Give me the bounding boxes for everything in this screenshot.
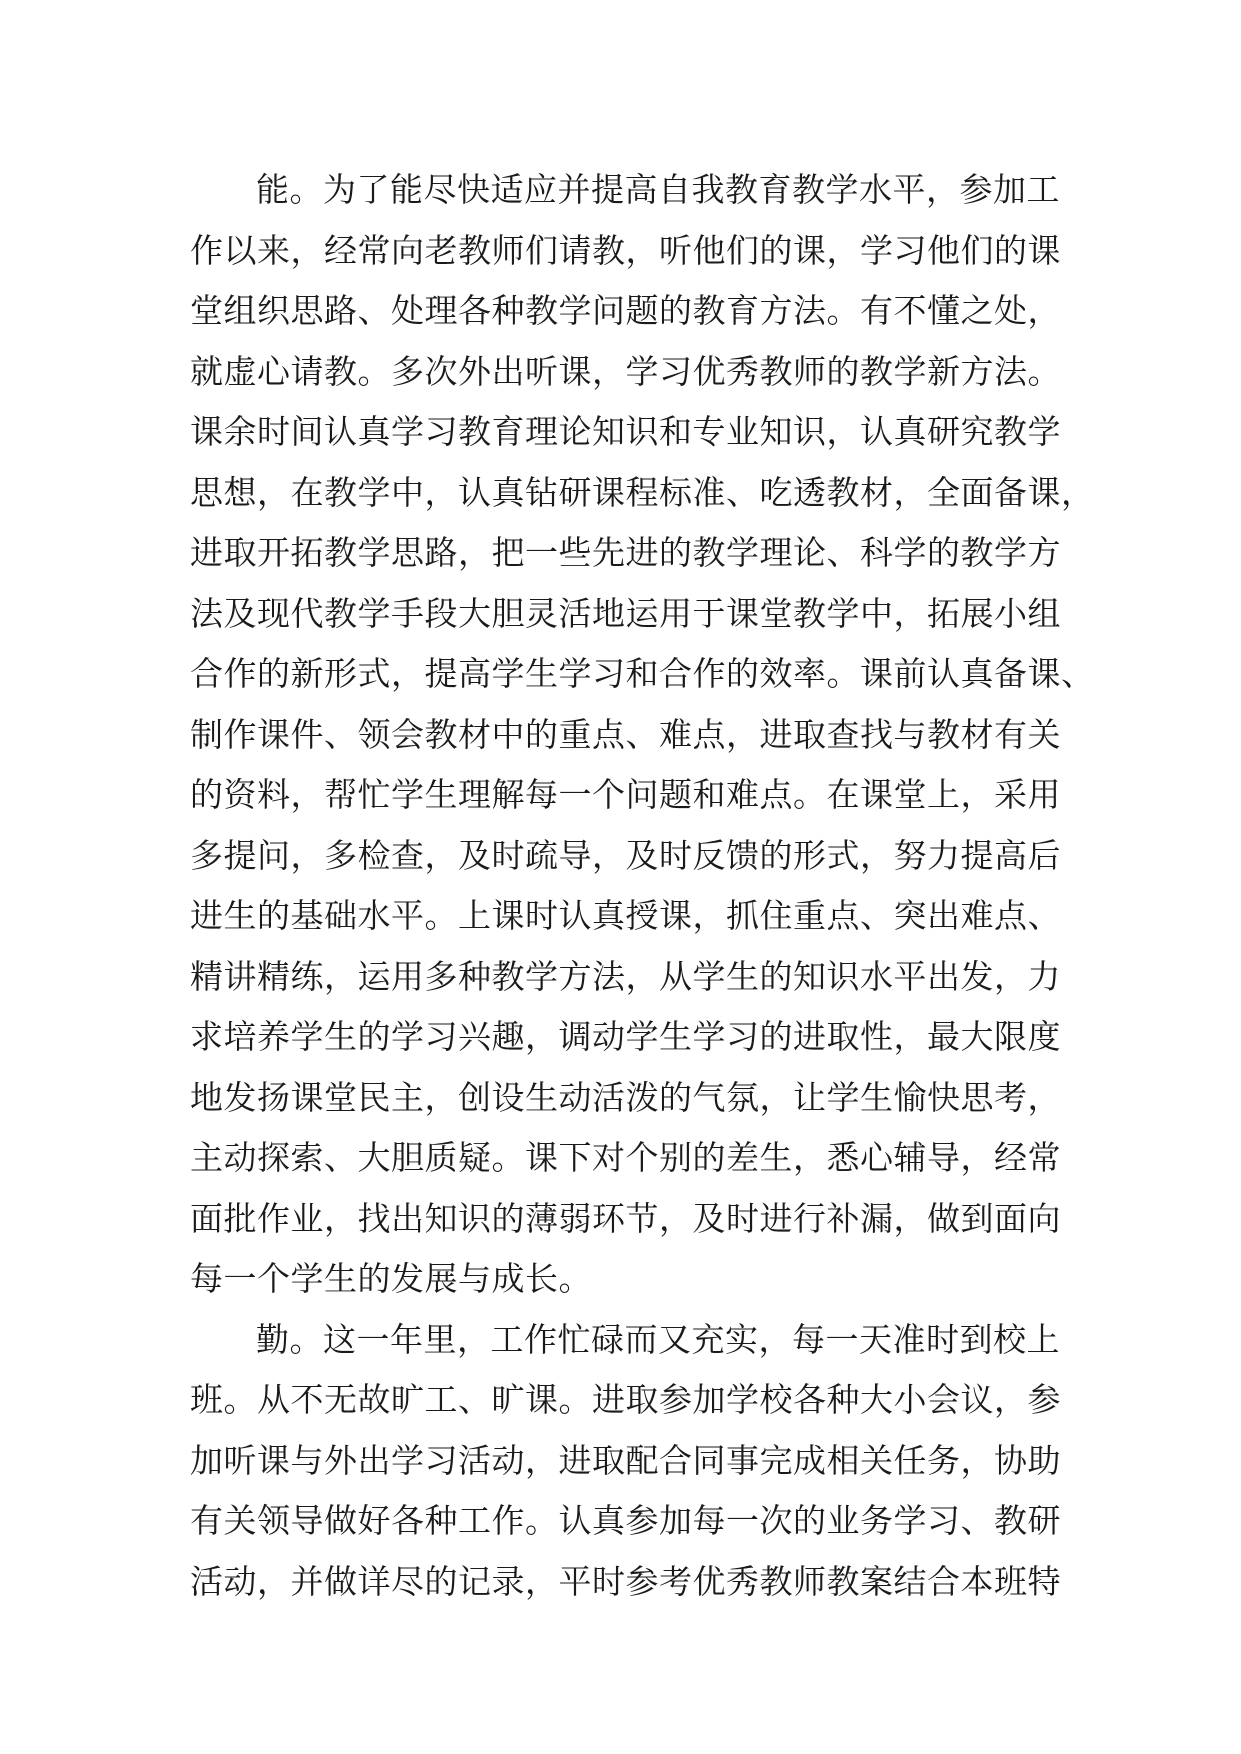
text-line: 进取开拓教学思路，把一些先进的教学理论、科学的教学方 (190, 533, 1061, 572)
text-line: 加听课与外出学习活动，进取配合同事完成相关任务，协助 (190, 1440, 1061, 1480)
text-line: 作以来，经常向老教师们请教，听他们的课，学习他们的课 (190, 230, 1061, 270)
text-line: 合作的新形式，提高学生学习和合作的效率。课前认真备课、 (190, 654, 1095, 693)
text-line: 进生的基础水平。上课时认真授课，抓住重点、突出难点、 (190, 896, 1061, 935)
text-line: 精讲精练，运用多种教学方法，从学生的知识水平出发，力 (190, 956, 1061, 996)
text-line: 法及现代教学手段大胆灵活地运用于课堂教学中，拓展小组 (190, 593, 1061, 633)
text-line: 勤。这一年里，工作忙碌而又充实，每一天准时到校上 (256, 1319, 1060, 1359)
paragraph-teaching (190, 160, 1095, 1310)
text-line: 求培养学生的学习兴趣，调动学生学习的进取性，最大限度 (190, 1017, 1061, 1056)
text-line: 课余时间认真学习教育理论知识和专业知识，认真研究教学 (190, 412, 1061, 451)
text-line: 主动探索、大胆质疑。课下对个别的差生，悉心辅导，经常 (190, 1138, 1061, 1177)
text-line: 班。从不无故旷工、旷课。进取参加学校各种大小会议，参 (190, 1380, 1061, 1419)
text-line: 面批作业，找出知识的薄弱环节，及时进行补漏，做到面向 (190, 1198, 1061, 1238)
text-line: 活动，并做详尽的记录，平时参考优秀教师教案结合本班特 (190, 1561, 1061, 1601)
text-line: 地发扬课堂民主，创设生动活泼的气氛，让学生愉快思考， (190, 1077, 1061, 1117)
text-line: 制作课件、领会教材中的重点、难点，进取查找与教材有关 (190, 714, 1061, 754)
text-line: 每一个学生的发展与成长。 (190, 1259, 592, 1298)
text-line: 有关领导做好各种工作。认真参加每一次的业务学习、教研 (190, 1501, 1061, 1540)
text-line: 多提问，多检查，及时疏导，及时反馈的形式，努力提高后 (190, 835, 1061, 875)
text-line: 思想，在教学中，认真钻研课程标准、吃透教材，全面备课， (190, 472, 1095, 512)
text-line: 的资料，帮忙学生理解每一个问题和难点。在课堂上，采用 (190, 775, 1061, 814)
text-line: 堂组织思路、处理各种教学问题的教育方法。有不懂之处， (190, 291, 1061, 330)
text-line: 能。为了能尽快适应并提高自我教育教学水平，参加工 (256, 170, 1060, 209)
body-text (190, 160, 1095, 1612)
text-line: 就虚心请教。多次外出听课，学习优秀教师的教学新方法。 (190, 351, 1061, 391)
paragraph-diligence (190, 1310, 1060, 1613)
